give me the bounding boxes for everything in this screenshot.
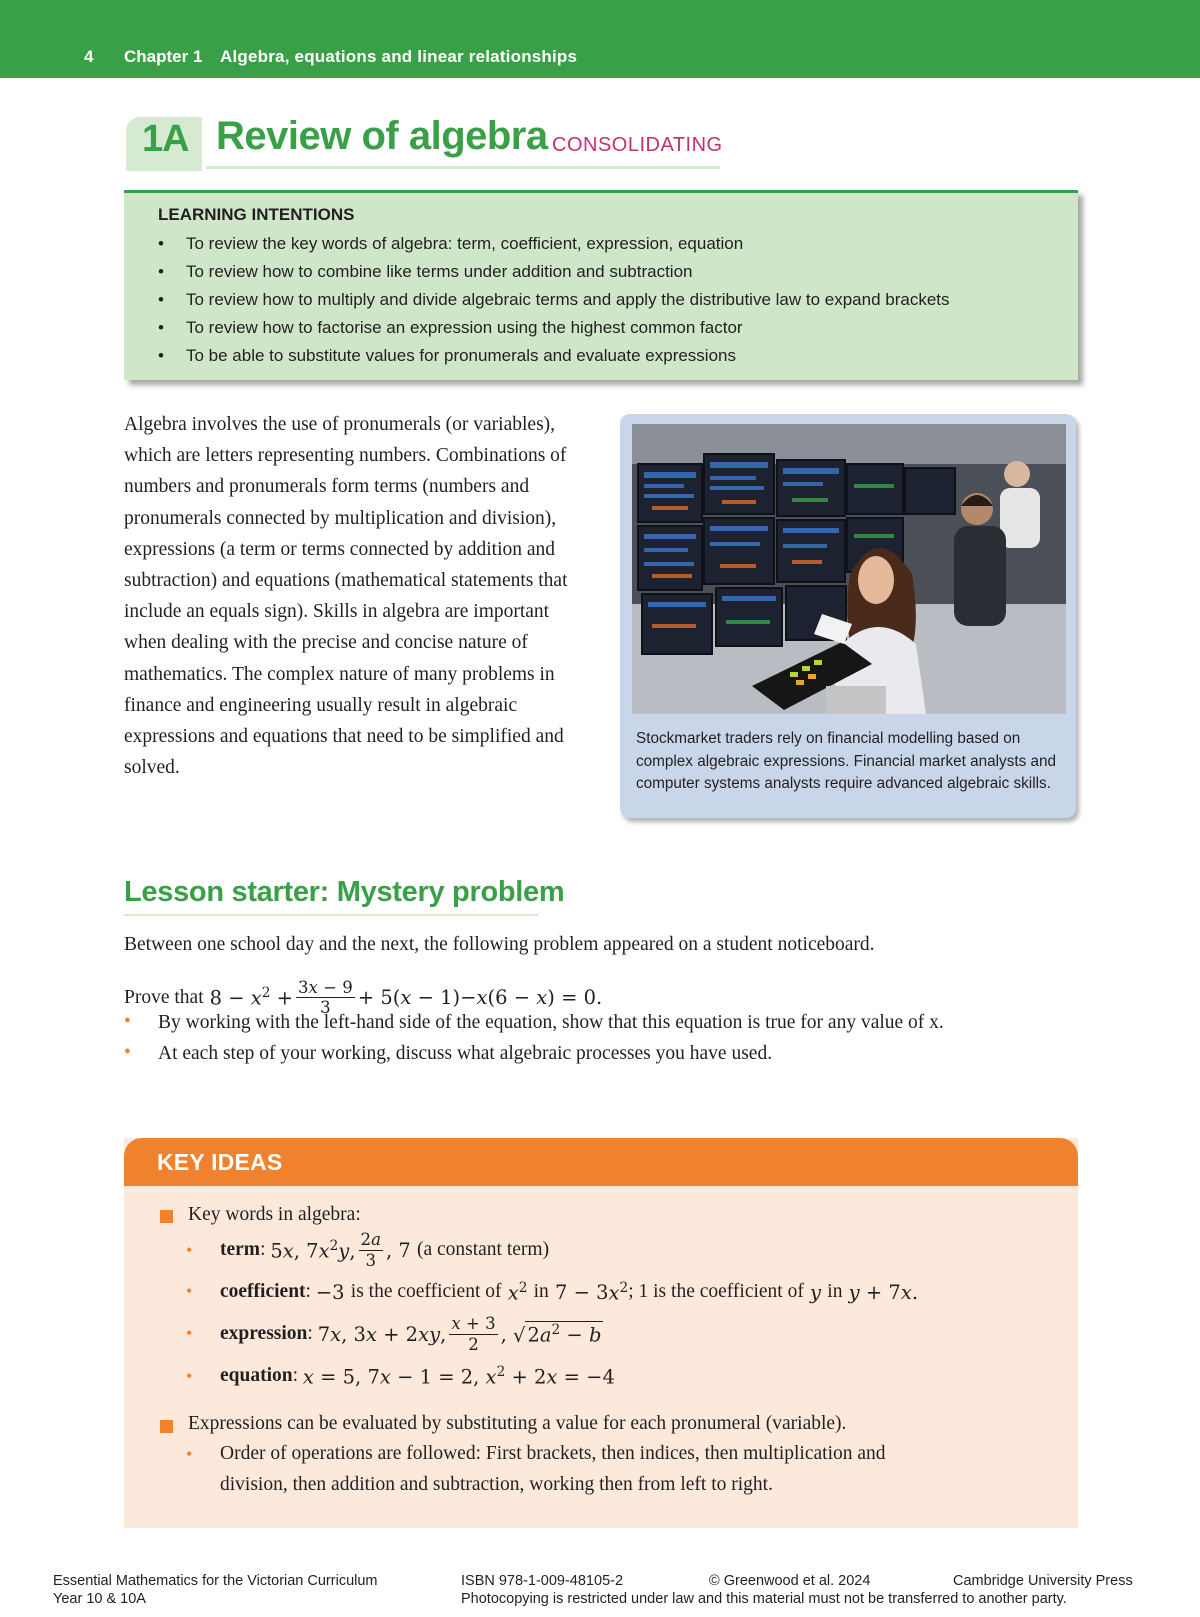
footer-book-year: Year 10 & 10A <box>53 1591 146 1607</box>
prove-label: Prove that <box>124 986 204 1008</box>
section-title: Review of algebra <box>216 114 548 158</box>
expression-line: expression : 7x, 3x + 2xy, $\frac{x + 3}{2}$ , √ $2a^2 - b$ <box>220 1314 602 1354</box>
equation-line: equation : x = 5, 7x − 1 = 2, $x^2 + 2x = -4$ <box>220 1364 615 1389</box>
equation-label: equation <box>220 1365 293 1387</box>
term-examples: 5x, $7x^2y$, <box>270 1237 356 1263</box>
lesson-starter-body: Between one school day and the next, the following problem appeared on a student noticeboard. <box>124 934 875 955</box>
key-idea-dot-bullet: • <box>186 1366 193 1386</box>
coefficient-text: is the coefficient of <box>350 1281 502 1303</box>
order-of-operations-line-2: division, then addition and subtraction, working then from left to right. <box>220 1474 773 1495</box>
term-note: (a constant term) <box>416 1239 550 1260</box>
order-of-operations-line-1: Order of operations are followed: First brackets, then indices, then multiplication and <box>220 1443 886 1464</box>
key-idea-square-bullet <box>160 1210 173 1223</box>
lesson-starter-title: Lesson starter: Mystery problem <box>124 876 565 908</box>
equation-part: + 5(x − 1)−x(6 − x) = 0. <box>357 986 603 1010</box>
key-idea-dot-bullet: • <box>186 1240 193 1260</box>
fraction: $\frac{x + 3}{2}$ <box>451 1314 496 1354</box>
key-idea-dot-bullet: • <box>186 1281 193 1301</box>
evaluate-text: Expressions can be evaluated by substituting a value for each pronumeral (variable). <box>188 1413 847 1434</box>
page-number: 4 <box>84 47 94 66</box>
coefficient-text: in <box>533 1281 549 1303</box>
stockmarket-traders-photo <box>632 424 1066 714</box>
page-header <box>0 0 1200 78</box>
key-words-label: Key words in algebra: <box>188 1204 361 1225</box>
intro-paragraph: Algebra involves the use of pronumerals (or variables), which are letters representing numbers. Combinations of numbers and pronumerals form terms (numbers and pronumerals connected by multiplication and division), expressions (a term or terms connected by addition and subtraction) and equations (mathematical statements that include an equals sign). Skills in algebra are important when dealing with the precise and concise nature of mathematics. The complex nature of many problems in finance and engineering usually result in algebraic expressions and equations that need to be simplified and solved. <box>124 414 568 779</box>
coefficient-text: is the coefficient of <box>653 1281 804 1303</box>
key-idea-square-bullet <box>160 1420 173 1433</box>
lesson-starter-underline <box>124 914 538 916</box>
learning-intentions-top-rule <box>124 190 1078 193</box>
fraction: $\frac{2a}{3}$ <box>360 1230 381 1270</box>
coefficient-line: coefficient : −3 is the coefficient of $x^2$ in 7 − 3 $x^2$ ; 1 is the coefficient of y in y + 7x. <box>220 1280 919 1305</box>
expression-label: expression <box>220 1323 308 1344</box>
equation-part: $8 - x^2$ + <box>209 985 293 1010</box>
section-number: 1A <box>142 118 189 160</box>
coefficient-label: coefficient <box>220 1281 306 1303</box>
learning-intentions-heading: LEARNING INTENTIONS <box>158 205 355 224</box>
footer-copyright: © Greenwood et al. 2024 <box>709 1573 871 1589</box>
chapter-title: Algebra, equations and linear relationships <box>220 47 578 66</box>
section-title-underline <box>206 166 720 169</box>
key-idea-dot-bullet: • <box>186 1444 193 1464</box>
photo-caption: Stockmarket traders rely on financial modelling based on complex algebraic expressions. Financial market analysts and computer systems analysts require advanced algebraic skills. <box>636 730 1057 792</box>
term-label: term <box>220 1239 261 1260</box>
square-root: √ $2a^2 - b$ <box>513 1322 602 1347</box>
key-idea-dot-bullet: • <box>186 1323 193 1343</box>
term-line: term : 5x, $7x^2y$, $\frac{2a}{3}$ , 7 (a constant term) <box>220 1230 550 1270</box>
key-ideas-title: KEY IDEAS <box>157 1149 283 1175</box>
chapter-label: Chapter 1 <box>124 47 203 66</box>
footer-book-title: Essential Mathematics for the Victorian Curriculum <box>53 1573 378 1589</box>
footer-publisher: Cambridge University Press <box>953 1573 1133 1589</box>
coefficient-text: in <box>827 1281 843 1303</box>
footer-isbn: ISBN 978-1-009-48105-2 <box>461 1573 624 1589</box>
footer-notice: Photocopying is restricted under law and this material must not be transferred to another party. <box>461 1591 1067 1607</box>
fraction: $\frac{3x - 9}{3}$ <box>298 978 353 1018</box>
section-level-tag: CONSOLIDATING <box>552 134 723 156</box>
photo-illustration <box>632 424 1066 714</box>
